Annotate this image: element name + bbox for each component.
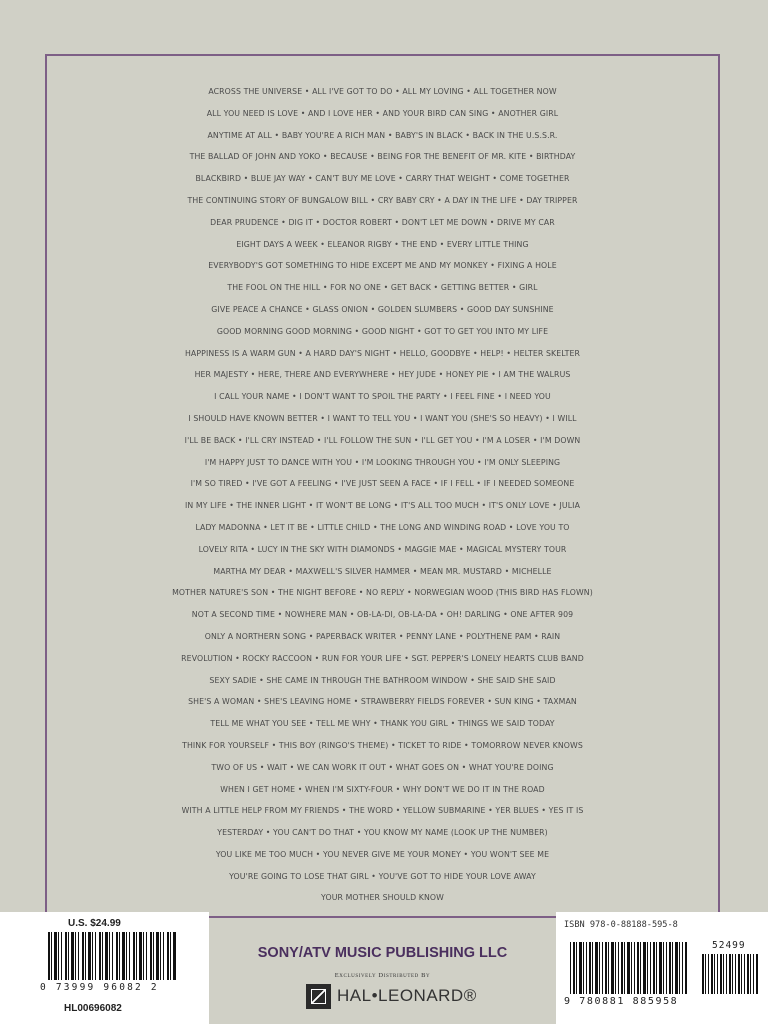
song-line: TWO OF US • WAIT • WE CAN WORK IT OUT • WHAT GOES ON • WHAT YOU'RE DOING	[211, 762, 554, 772]
song-line: THE CONTINUING STORY OF BUNGALOW BILL • CRY BABY CRY • A DAY IN THE LIFE • DAY TRIPPER	[187, 195, 578, 205]
song-line: YOU LIKE ME TOO MUCH • YOU NEVER GIVE ME YOUR MONEY • YOU WON'T SEE ME	[215, 849, 550, 859]
song-line: I CALL YOUR NAME • I DON'T WANT TO SPOIL THE PARTY • I FEEL FINE • I NEED YOU	[214, 392, 551, 402]
song-line: YOUR MOTHER SHOULD KNOW	[321, 893, 444, 903]
song-line: ANYTIME AT ALL • BABY YOU'RE A RICH MAN • BABY'S IN BLACK • BACK IN THE U.S.S.R.	[207, 130, 558, 140]
hal-leonard-logo	[306, 983, 477, 1009]
upc-barcode	[48, 932, 176, 980]
price-label: U.S. $24.99	[68, 918, 121, 929]
song-line: TELL ME WHAT YOU SEE • TELL ME WHY • THANK YOU GIRL • THINGS WE SAID TODAY	[210, 719, 555, 729]
hal-leonard-logo-icon	[306, 984, 331, 1009]
product-code: HL00696082	[64, 1003, 122, 1014]
song-list	[48, 81, 717, 909]
song-line: ALL YOU NEED IS LOVE • AND I LOVE HER • AND YOUR BIRD CAN SING • ANOTHER GIRL	[206, 108, 559, 118]
song-line: GOOD MORNING GOOD MORNING • GOOD NIGHT • GOT TO GET YOU INTO MY LIFE	[216, 326, 549, 336]
song-line: THE BALLAD OF JOHN AND YOKO • BECAUSE • BEING FOR THE BENEFIT OF MR. KITE • BIRTHDAY	[189, 152, 576, 162]
song-line: REVOLUTION • ROCKY RACCOON • RUN FOR YOUR LIFE • SGT. PEPPER'S LONELY HEARTS CLUB BAND	[181, 653, 584, 663]
ean-digits: 9 780881 885958	[564, 996, 679, 1007]
song-line: HAPPINESS IS A WARM GUN • A HARD DAY'S NIGHT • HELLO, GOODBYE • HELP! • HELTER SKELTER	[184, 348, 581, 358]
song-line: I'M SO TIRED • I'VE GOT A FEELING • I'VE JUST SEEN A FACE • IF I FELL • IF I NEEDED SOMEONE	[190, 479, 575, 489]
publisher-name: SONY/ATV MUSIC PUBLISHING LLC	[257, 945, 508, 961]
isbn-barcode	[570, 942, 688, 994]
song-line: YESTERDAY • YOU CAN'T DO THAT • YOU KNOW MY NAME (LOOK UP THE NUMBER)	[217, 828, 548, 838]
song-line: DEAR PRUDENCE • DIG IT • DOCTOR ROBERT • DON'T LET ME DOWN • DRIVE MY CAR	[210, 217, 555, 227]
song-line: WITH A LITTLE HELP FROM MY FRIENDS • THE WORD • YELLOW SUBMARINE • YER BLUES • YES IT IS	[181, 806, 584, 816]
song-line: LADY MADONNA • LET IT BE • LITTLE CHILD • THE LONG AND WINDING ROAD • LOVE YOU TO	[195, 522, 570, 532]
song-line: MOTHER NATURE'S SON • THE NIGHT BEFORE • NO REPLY • NORWEGIAN WOOD (THIS BIRD HAS FLOWN)	[172, 588, 593, 598]
song-line: EVERYBODY'S GOT SOMETHING TO HIDE EXCEPT ME AND MY MONKEY • FIXING A HOLE	[208, 261, 557, 271]
song-line: EIGHT DAYS A WEEK • ELEANOR RIGBY • THE END • EVERY LITTLE THING	[236, 239, 529, 249]
song-line: I'M HAPPY JUST TO DANCE WITH YOU • I'M LOOKING THROUGH YOU • I'M ONLY SLEEPING	[204, 457, 561, 467]
song-line: GIVE PEACE A CHANCE • GLASS ONION • GOLDEN SLUMBERS • GOOD DAY SUNSHINE	[211, 304, 554, 314]
song-line: ACROSS THE UNIVERSE • ALL I'VE GOT TO DO • ALL MY LOVING • ALL TOGETHER NOW	[208, 87, 557, 96]
song-line: HER MAJESTY • HERE, THERE AND EVERYWHERE • HEY JUDE • HONEY PIE • I AM THE WALRUS	[194, 370, 571, 380]
song-line: YOU'RE GOING TO LOSE THAT GIRL • YOU'VE GOT TO HIDE YOUR LOVE AWAY	[229, 871, 536, 881]
song-line: THINK FOR YOURSELF • THIS BOY (RINGO'S THEME) • TICKET TO RIDE • TOMORROW NEVER KNOWS	[182, 740, 583, 750]
isbn-label: ISBN 978-0-88188-595-8	[564, 920, 678, 930]
song-line: SHE'S A WOMAN • SHE'S LEAVING HOME • STRAWBERRY FIELDS FOREVER • SUN KING • TAXMAN	[188, 697, 577, 707]
song-line: SEXY SADIE • SHE CAME IN THROUGH THE BATHROOM WINDOW • SHE SAID SHE SAID	[209, 675, 556, 685]
song-line: WHEN I GET HOME • WHEN I'M SIXTY-FOUR • WHY DON'T WE DO IT IN THE ROAD	[220, 784, 545, 794]
song-line: BLACKBIRD • BLUE JAY WAY • CAN'T BUY ME LOVE • CARRY THAT WEIGHT • COME TOGETHER	[195, 174, 570, 184]
price-barcode-panel	[0, 912, 209, 1024]
song-line: MARTHA MY DEAR • MAXWELL'S SILVER HAMMER • MEAN MR. MUSTARD • MICHELLE	[213, 566, 552, 576]
song-line: NOT A SECOND TIME • NOWHERE MAN • OB-LA-DI, OB-LA-DA • OH! DARLING • ONE AFTER 909	[191, 610, 574, 620]
song-line: LOVELY RITA • LUCY IN THE SKY WITH DIAMONDS • MAGGIE MAE • MAGICAL MYSTERY TOUR	[198, 544, 567, 554]
song-line: I SHOULD HAVE KNOWN BETTER • I WANT TO TELL YOU • I WANT YOU (SHE'S SO HEAVY) • I WILL	[188, 413, 577, 423]
hal-leonard-wordmark: HAL•LEONARD®	[337, 986, 477, 1005]
isbn-barcode-panel	[556, 912, 768, 1024]
distributed-by-label: Exclusively Distributed By	[334, 972, 431, 979]
supplement-barcode	[702, 954, 758, 994]
song-line: IN MY LIFE • THE INNER LIGHT • IT WON'T BE LONG • IT'S ALL TOO MUCH • IT'S ONLY LOVE • JULIA	[184, 501, 581, 511]
supplement-digits: 52499	[712, 940, 746, 951]
song-line: I'LL BE BACK • I'LL CRY INSTEAD • I'LL FOLLOW THE SUN • I'LL GET YOU • I'M A LOSER • I'M DOWN	[184, 435, 581, 445]
song-line: ONLY A NORTHERN SONG • PAPERBACK WRITER • PENNY LANE • POLYTHENE PAM • RAIN	[204, 631, 561, 641]
song-line: THE FOOL ON THE HILL • FOR NO ONE • GET BACK • GETTING BETTER • GIRL	[227, 283, 538, 293]
upc-digits: 0 73999 96082 2	[40, 982, 159, 993]
